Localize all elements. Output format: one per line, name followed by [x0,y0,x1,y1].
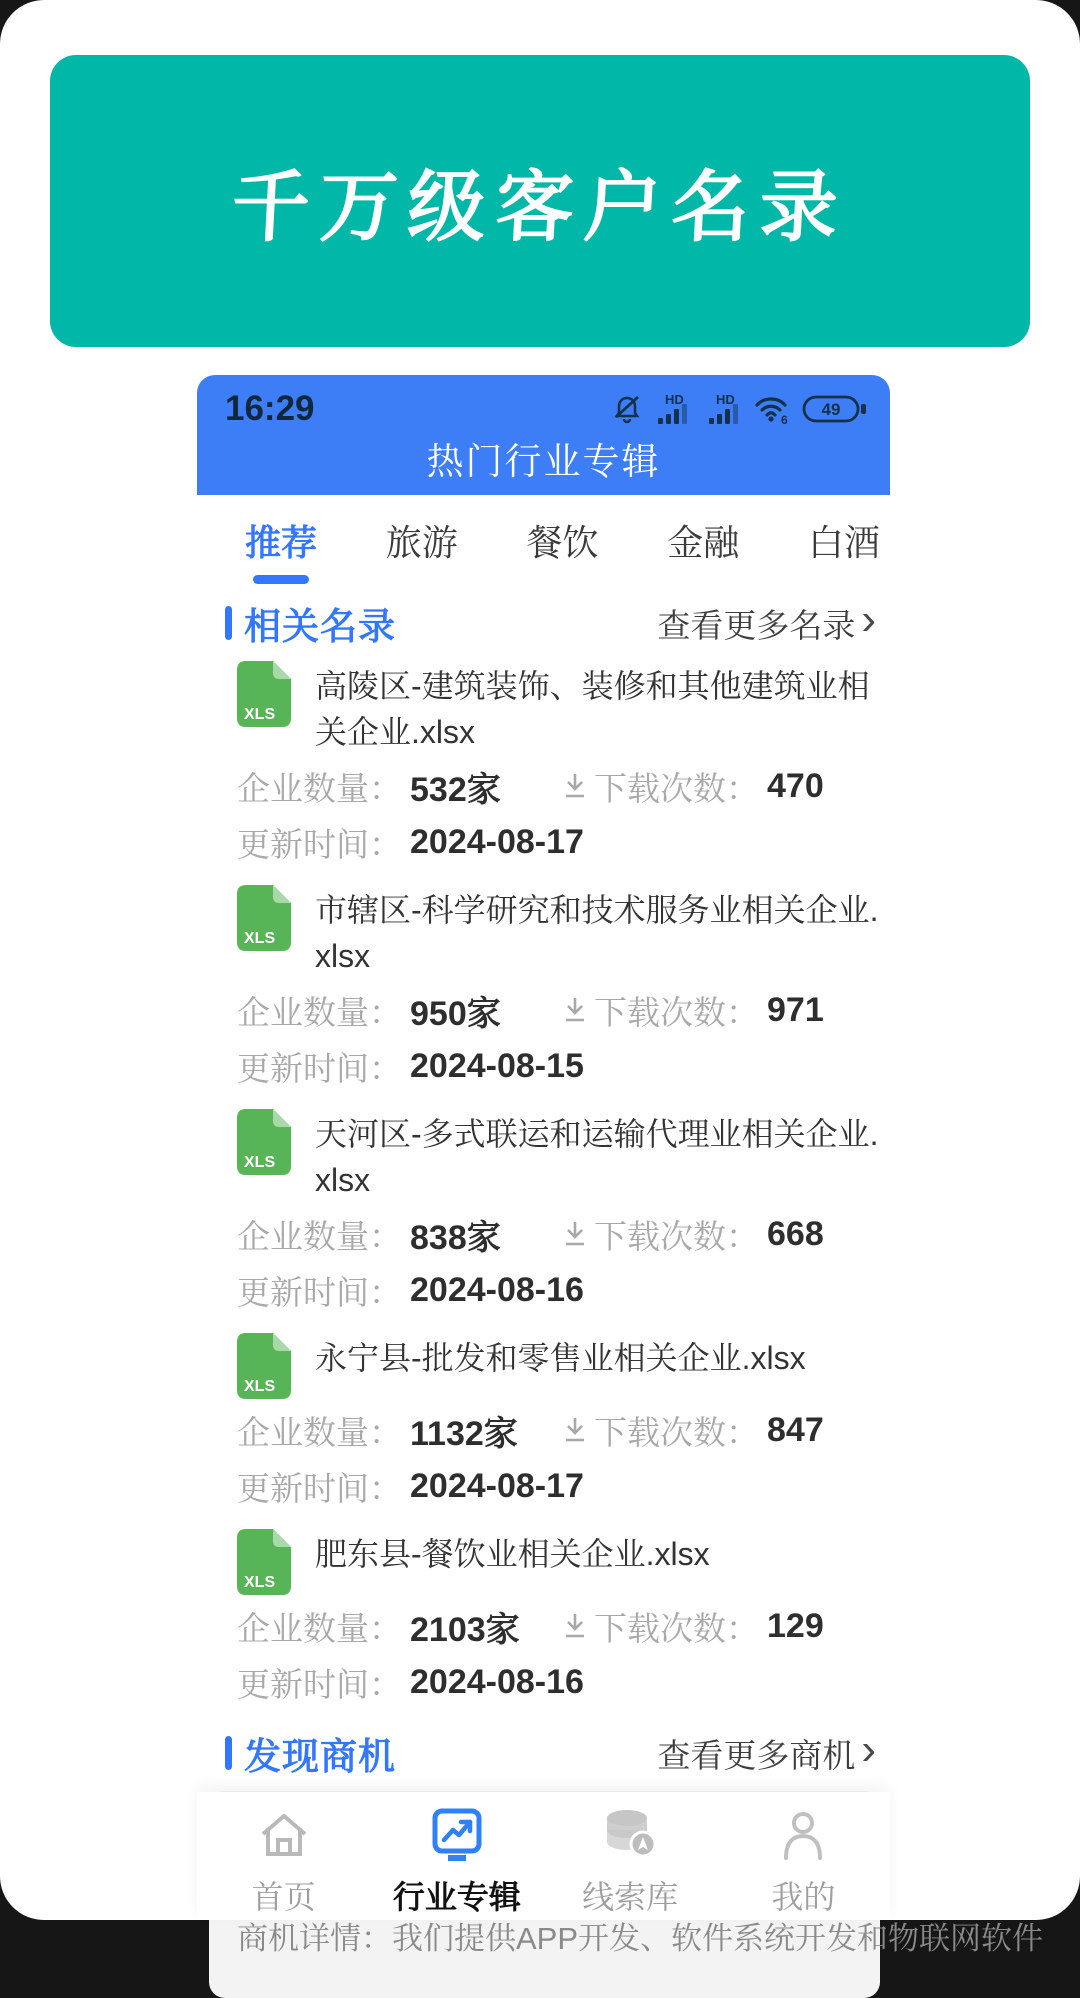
status-time: 16:29 [225,389,315,428]
more-directories-link[interactable]: 查看更多名录 › [657,595,876,644]
download-icon [562,1220,588,1248]
promo-banner [50,55,1030,347]
download-count-label: 下载次数： [594,1609,759,1647]
company-count-value: 532家 [410,770,501,809]
download-icon [562,1612,588,1640]
tab-recommended[interactable]: 推荐 [245,515,317,566]
svg-text:HD: HD [716,392,735,407]
app-header [197,375,890,495]
company-count-label: 企业数量： [237,1609,402,1647]
bottom-nav [197,1792,890,1920]
active-tab-underline [253,575,309,584]
section-accent-bar [225,1736,232,1770]
tab-finance[interactable]: 金融 [667,522,740,563]
directory-section-header [225,595,876,647]
chevron-right-icon: › [861,595,876,644]
opportunity-section-title: 发现商机 [244,1736,396,1777]
directory-item[interactable] [197,1529,890,1703]
nav-item-home[interactable] [197,1792,370,1920]
xls-file-icon [237,661,291,727]
svg-text:XLS: XLS [244,1154,276,1171]
company-count-value: 950家 [410,994,501,1033]
nav-label: 我的 [771,1879,836,1915]
xls-file-icon [237,1109,291,1175]
mute-bell-icon [612,394,642,424]
sim1-signal-hd-icon [651,392,693,426]
tab-travel[interactable]: 旅游 [385,522,458,563]
company-count-label: 企业数量： [237,1217,402,1255]
chevron-right-icon: › [861,1725,876,1774]
file-name: 永宁县-批发和零售业相关企业.xlsx [315,1340,806,1376]
wifi-icon [753,393,793,425]
xls-file-icon [237,1333,291,1399]
company-count-label: 企业数量： [237,993,402,1031]
download-count-value: 129 [767,1606,824,1645]
svg-text:6: 6 [781,413,788,427]
directory-section-title: 相关名录 [244,606,396,647]
xls-file-icon [237,885,291,951]
opportunity-detail: 商机详情：我们提供APP开发、软件系统开发和物联网软件 [237,1921,1044,1956]
nav-label: 首页 [251,1879,316,1915]
file-name: 高陵区-建筑装饰、装修和其他建筑业相关企业.xlsx [315,668,870,750]
company-count-label: 企业数量： [237,1413,402,1451]
updated-value: 2024-08-17 [410,1466,584,1505]
directory-item[interactable] [197,1333,890,1507]
download-icon [562,772,588,800]
xls-file-icon [237,1529,291,1595]
battery-icon [802,393,868,425]
svg-text:XLS: XLS [244,1574,276,1591]
updated-value: 2024-08-15 [410,1046,584,1085]
nav-label: 行业专辑 [392,1879,521,1915]
more-opportunities-link[interactable]: 查看更多商机 › [657,1725,876,1774]
company-count-value: 838家 [410,1218,501,1257]
sim2-signal-hd-icon [702,392,744,426]
section-accent-bar [225,606,232,640]
tab-liquor[interactable]: 白酒 [807,522,880,563]
download-icon [562,1416,588,1444]
download-count-value: 847 [767,1410,824,1449]
svg-text:XLS: XLS [244,706,276,723]
status-icons [612,392,868,426]
category-tabs [197,495,890,573]
directory-item[interactable] [197,885,890,1087]
nav-item-profile[interactable] [717,1792,890,1920]
file-name: 肥东县-餐饮业相关企业.xlsx [315,1536,710,1572]
profile-icon [776,1808,830,1862]
updated-value: 2024-08-17 [410,822,584,861]
nav-item-leads[interactable] [544,1792,717,1920]
updated-label: 更新时间： [237,1273,402,1311]
svg-text:49: 49 [821,400,841,419]
download-count-label: 下载次数： [594,993,759,1031]
updated-label: 更新时间： [237,1665,402,1703]
updated-label: 更新时间： [237,1469,402,1507]
status-bar [197,375,890,431]
tab-dining[interactable]: 餐饮 [526,522,599,563]
company-count-value: 2103家 [410,1610,520,1649]
updated-label: 更新时间： [237,825,402,863]
phone-screenshot [197,375,1044,1998]
updated-value: 2024-08-16 [410,1662,584,1701]
file-name: 市辖区-科学研究和技术服务业相关企业.xlsx [315,892,879,974]
nav-label: 线索库 [582,1879,679,1915]
updated-label: 更新时间： [237,1049,402,1087]
directory-item[interactable] [197,661,890,863]
home-icon [257,1808,311,1862]
company-count-value: 1132家 [410,1414,518,1453]
leads-database-icon [601,1808,659,1862]
download-count-label: 下载次数： [594,1413,759,1451]
industry-chart-icon [429,1807,485,1863]
updated-value: 2024-08-16 [410,1270,584,1309]
download-icon [562,996,588,1024]
download-count-value: 971 [767,990,824,1029]
download-count-value: 470 [767,766,824,805]
svg-text:HD: HD [665,392,684,407]
directory-item[interactable] [197,1109,890,1311]
download-count-label: 下载次数： [594,769,759,807]
opportunity-section-header [225,1725,876,1777]
svg-text:XLS: XLS [244,1378,276,1395]
file-name: 天河区-多式联运和运输代理业相关企业.xlsx [315,1116,879,1198]
promo-banner-title: 千万级客户名录 [229,163,850,251]
company-count-label: 企业数量： [237,769,402,807]
download-count-label: 下载次数： [594,1217,759,1255]
download-count-value: 668 [767,1214,824,1253]
svg-text:XLS: XLS [244,930,276,947]
page-title: 热门行业专辑 [426,441,661,482]
nav-item-industry-albums[interactable] [370,1792,543,1920]
